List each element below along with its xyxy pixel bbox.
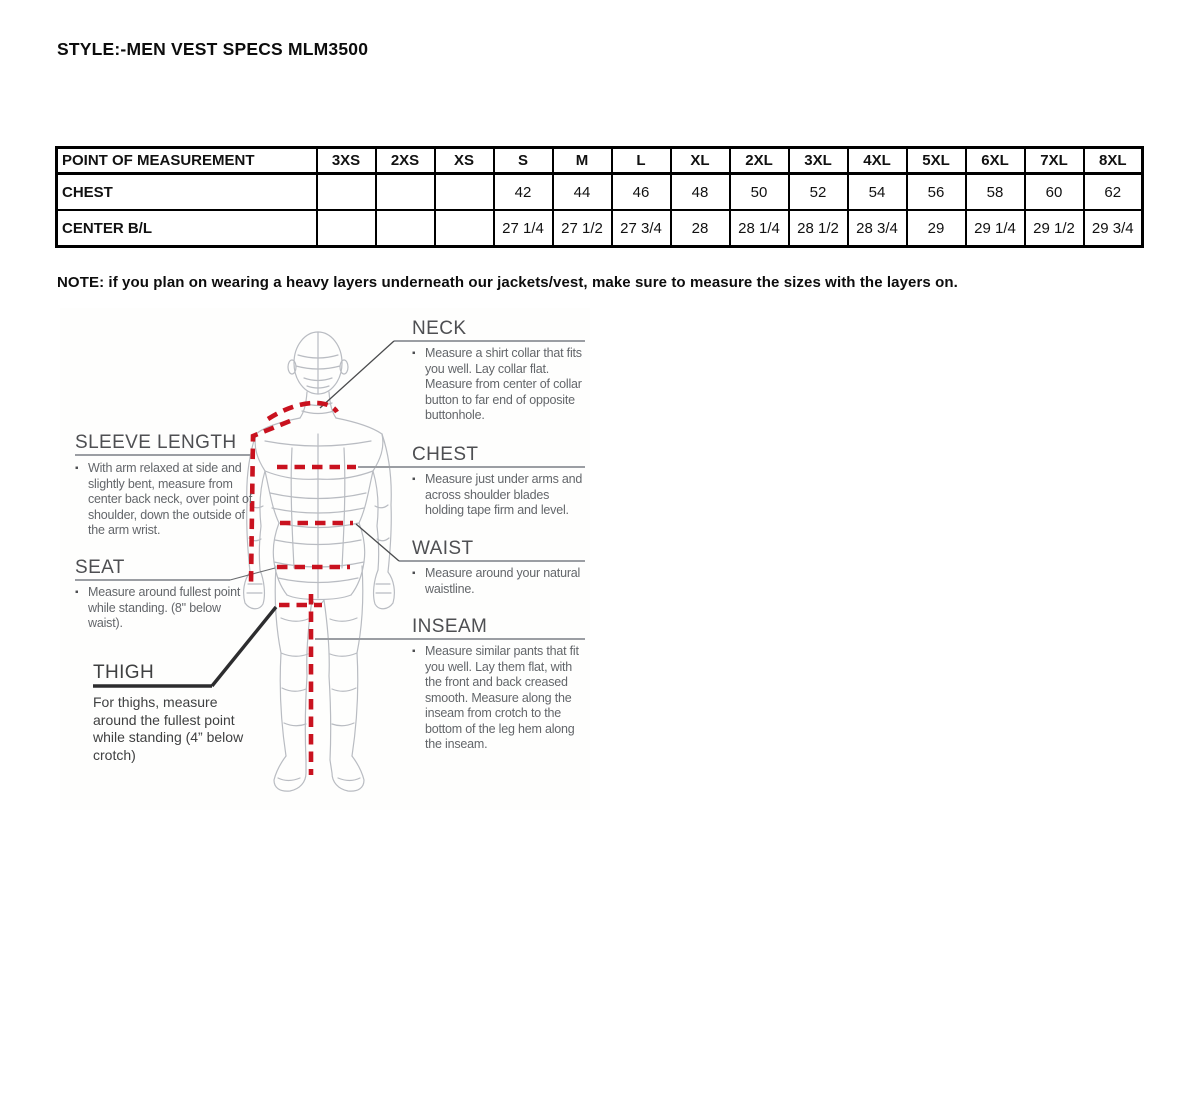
value-cell: 27 3/4 (612, 210, 671, 247)
measurement-note: NOTE: if you plan on wearing a heavy layers underneath our jackets/vest, make sure to measure the sizes with the layers on. (57, 274, 958, 291)
inseam-text: ▪ Measure similar pants that fit you well. Lay them flat, with the front and back creased smooth. Measure along the inseam from crotch to the bottom of the leg hem along the inseam. (412, 644, 588, 753)
neck-text: ▪ Measure a shirt collar that fits you well. Lay collar flat. Measure from center of collar button to far end of opposite buttonhole. (412, 346, 588, 424)
table-row-center-b-l (57, 210, 1143, 247)
column-header-size-3xs: 3XS (317, 148, 376, 174)
value-cell: 27 1/2 (553, 210, 612, 247)
section-thigh (93, 662, 261, 764)
value-cell: 62 (1084, 174, 1143, 211)
row-label: CHEST (57, 174, 317, 211)
section-sleeve-length (75, 432, 253, 539)
section-neck (412, 318, 588, 424)
column-header-size-xl: XL (671, 148, 730, 174)
measurement-diagram (60, 308, 590, 810)
neck-pointer-line (320, 341, 394, 408)
value-cell: 29 3/4 (1084, 210, 1143, 247)
value-cell (317, 174, 376, 211)
column-header-size-5xl: 5XL (907, 148, 966, 174)
value-cell: 29 1/4 (966, 210, 1025, 247)
value-cell: 48 (671, 174, 730, 211)
waist-text: ▪ Measure around your natural waistline. (412, 566, 588, 597)
section-chest (412, 444, 588, 519)
size-spec-table (55, 146, 1144, 248)
value-cell: 60 (1025, 174, 1084, 211)
size-table-header (57, 148, 1143, 174)
value-cell (435, 174, 494, 211)
column-header-size-8xl: 8XL (1084, 148, 1143, 174)
row-label: CENTER B/L (57, 210, 317, 247)
value-cell: 56 (907, 174, 966, 211)
table-row-chest (57, 174, 1143, 211)
value-cell: 28 1/4 (730, 210, 789, 247)
seat-text: ▪ Measure around fullest point while standing. (8" below waist). (75, 585, 245, 632)
column-header-size-3xl: 3XL (789, 148, 848, 174)
document-title: STYLE:-MEN VEST SPECS MLM3500 (57, 39, 369, 59)
value-cell: 44 (553, 174, 612, 211)
value-cell: 29 (907, 210, 966, 247)
column-header-size-m: M (553, 148, 612, 174)
value-cell: 28 1/2 (789, 210, 848, 247)
value-cell: 28 3/4 (848, 210, 907, 247)
value-cell: 27 1/4 (494, 210, 553, 247)
thigh-title: THIGH (93, 662, 155, 683)
value-cell: 28 (671, 210, 730, 247)
seat-title: SEAT (75, 557, 125, 578)
measurement-lines (251, 403, 356, 775)
value-cell: 58 (966, 174, 1025, 211)
column-header-size-7xl: 7XL (1025, 148, 1084, 174)
value-cell: 54 (848, 174, 907, 211)
column-header-size-xs: XS (435, 148, 494, 174)
column-header-size-l: L (612, 148, 671, 174)
value-cell: 29 1/2 (1025, 210, 1084, 247)
inseam-title: INSEAM (412, 616, 488, 637)
thigh-text: For thighs, measure around the fullest point while standing (4” below crotch) (93, 694, 244, 763)
value-cell: 50 (730, 174, 789, 211)
column-header-size-4xl: 4XL (848, 148, 907, 174)
size-table-body (57, 174, 1143, 247)
neck-title: NECK (412, 318, 467, 339)
sleeve-length-title: SLEEVE LENGTH (75, 432, 237, 453)
value-cell (435, 210, 494, 247)
sleeve-measure-line (251, 421, 290, 585)
chest-text: ▪ Measure just under arms and across shoulder blades holding tape firm and level. (412, 472, 588, 519)
section-seat (75, 557, 245, 632)
waist-title: WAIST (412, 538, 474, 559)
value-cell: 52 (789, 174, 848, 211)
section-waist (412, 538, 588, 597)
value-cell (376, 210, 435, 247)
value-cell (376, 174, 435, 211)
size-table-header-row (57, 148, 1143, 174)
column-header-point-of-measurement: POINT OF MEASUREMENT (57, 148, 317, 174)
column-header-size-s: S (494, 148, 553, 174)
sleeve-length-text: ▪ With arm relaxed at side and slightly bent, measure from center back neck, over point of shoulder, down the outside of the arm wrist. (75, 461, 253, 539)
column-header-size-2xs: 2XS (376, 148, 435, 174)
section-inseam (412, 616, 588, 753)
column-header-size-2xl: 2XL (730, 148, 789, 174)
value-cell: 42 (494, 174, 553, 211)
column-header-size-6xl: 6XL (966, 148, 1025, 174)
chest-title: CHEST (412, 444, 479, 465)
value-cell (317, 210, 376, 247)
value-cell: 46 (612, 174, 671, 211)
